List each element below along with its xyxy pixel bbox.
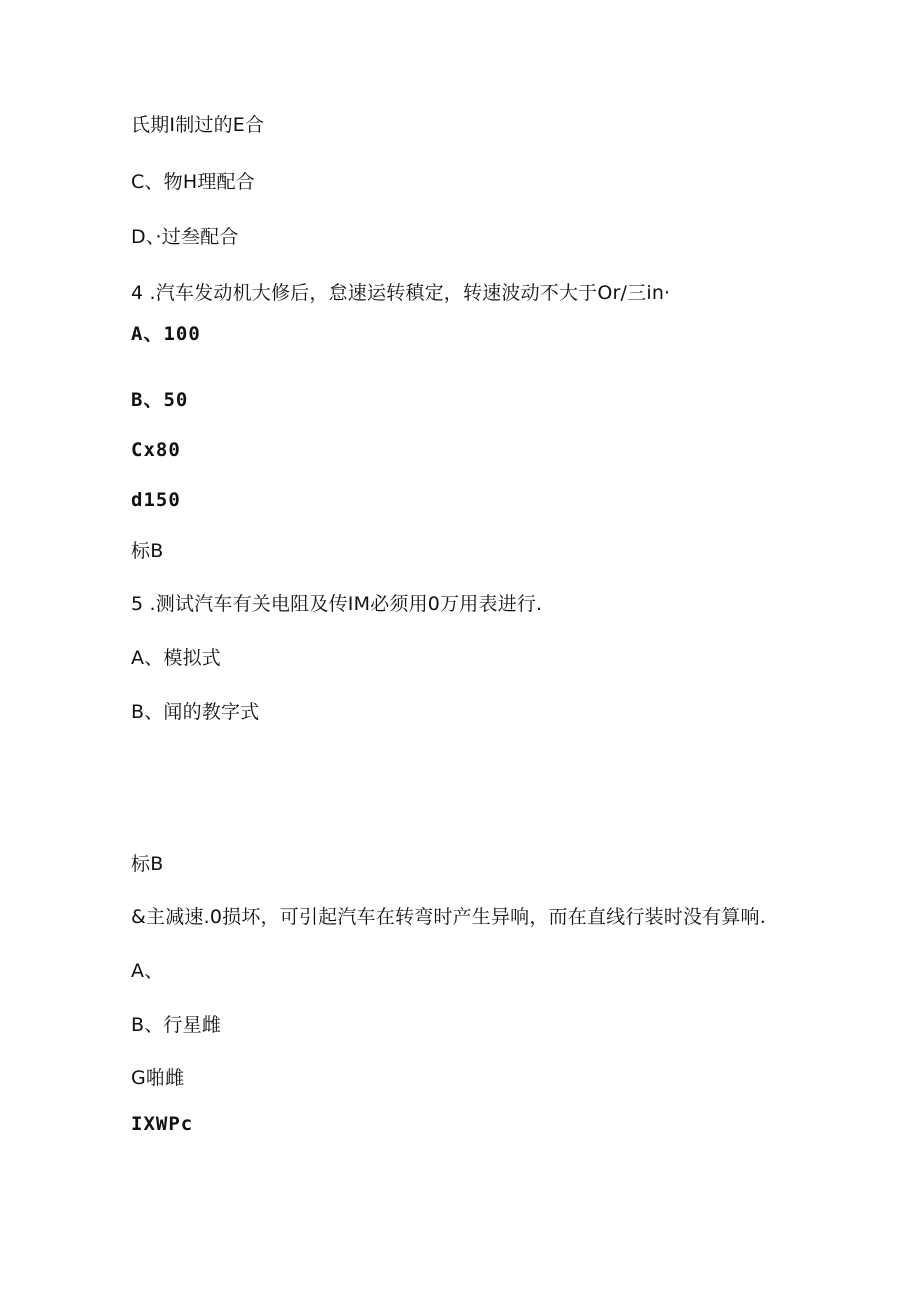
q6-option-b: B、行星雌 <box>131 1014 222 1036</box>
text-line-option-d: D、·过叁配合 <box>131 226 239 248</box>
text-line-option-c: C、物H理配合 <box>131 171 255 193</box>
q4-option-b: B、50 <box>131 389 189 411</box>
q4-option-d: d150 <box>131 489 181 511</box>
q5-option-b: B、闻的教字式 <box>131 701 260 723</box>
q6-option-d: IXWPc <box>131 1113 194 1135</box>
q5-option-a: A、模拟式 <box>131 647 221 669</box>
question-4: 4 .汽车发动机大修后，怠速运转稹定，转速波动不大于Or/三in· <box>131 282 671 304</box>
q6-option-c: G啪雌 <box>131 1067 185 1089</box>
question-6: &主减速.0损坏，可引起汽车在转弯时产生异响，而在直线行装时没有算响. <box>131 906 766 928</box>
q4-answer: 标B <box>131 540 164 562</box>
q4-option-a: A、100 <box>131 323 201 345</box>
q6-option-a: A、 <box>131 960 164 982</box>
text-line-option-fragment: 氏期I制过的E合 <box>131 114 265 136</box>
q5-answer: 标B <box>131 853 164 875</box>
question-5: 5 .测试汽车有关电阻及传IM必须用0万用表进行. <box>131 593 543 615</box>
q4-option-c: Cx80 <box>131 439 181 461</box>
